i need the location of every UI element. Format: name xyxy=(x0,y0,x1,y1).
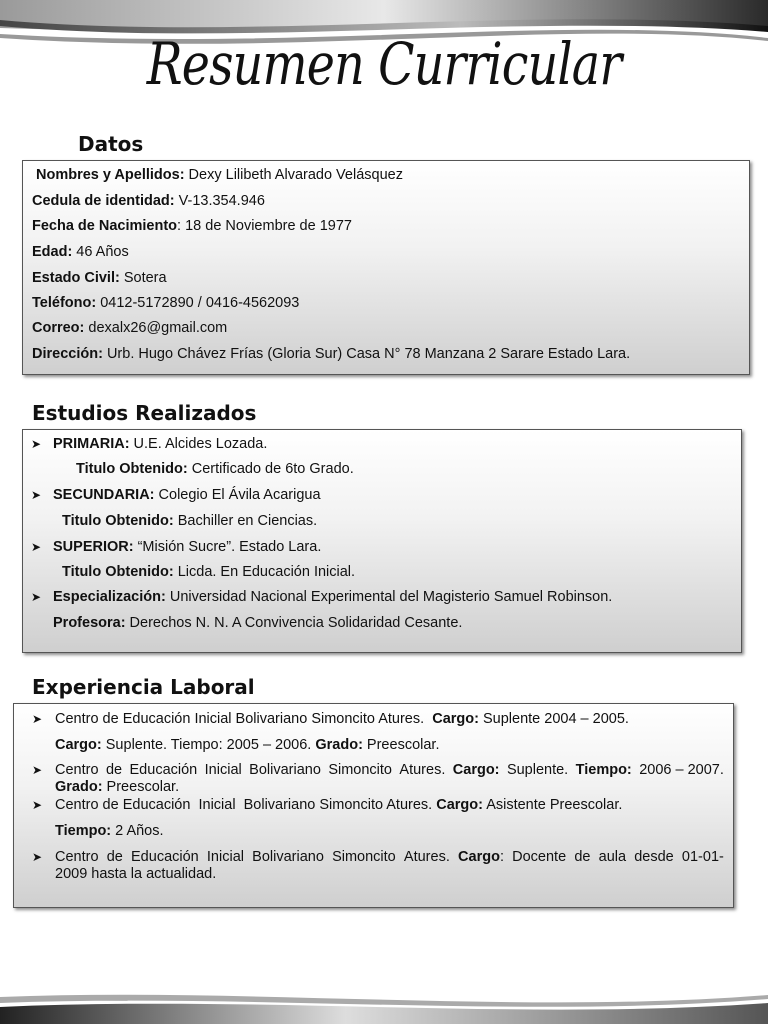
exp-item-2: Centro de Educación Inicial Bolivariano Simoncito Atures. Cargo: Suplente. Tiempo: 2006 – 2007. xyxy=(55,762,724,778)
personal-row-address: Dirección: Urb. Hugo Chávez Frías (Gloria Sur) Casa N° 78 Manzana 2 Sarare Estado Lara. xyxy=(32,346,631,362)
study-superior: SUPERIOR: “Misión Sucre”. Estado Lara. xyxy=(53,539,322,555)
section-title-studies: Estudios Realizados xyxy=(32,401,257,425)
personal-row-name: Nombres y Apellidos: Dexy Lilibeth Alvarado Velásquez xyxy=(36,167,403,183)
personal-row-age: Edad: 46 Años xyxy=(32,244,129,260)
exp-item-1: Centro de Educación Inicial Bolivariano Simoncito Atures. Cargo: Suplente 2004 – 2005. xyxy=(55,711,629,727)
exp-item-3-tiempo: Tiempo: 2 Años. xyxy=(55,823,164,839)
study-secundaria: SECUNDARIA: Colegio El Ávila Acarigua xyxy=(53,487,321,503)
study-especializacion: Especialización: Universidad Nacional Experimental del Magisterio Samuel Robinson. xyxy=(53,589,613,605)
footer-swoosh xyxy=(0,985,768,1024)
personal-row-id: Cedula de identidad: V-13.354.946 xyxy=(32,193,265,209)
personal-row-birth: Fecha de Nacimiento: 18 de Noviembre de 1977 xyxy=(32,218,352,234)
study-primaria: PRIMARIA: U.E. Alcides Lozada. xyxy=(53,436,268,452)
personal-row-email: Correo: dexalx26@gmail.com xyxy=(32,320,228,336)
study-superior-title: Titulo Obtenido: Licda. En Educación Inicial. xyxy=(62,564,356,580)
arrow-bullet-icon: ➤ xyxy=(32,712,43,726)
arrow-bullet-icon: ➤ xyxy=(31,488,42,502)
arrow-bullet-icon: ➤ xyxy=(32,763,43,777)
study-profesora: Profesora: Derechos N. N. A Convivencia Solidaridad Cesante. xyxy=(53,615,463,631)
section-title-personal: Datos xyxy=(78,133,144,155)
page-title: Resumen Curricular xyxy=(146,30,622,98)
study-secundaria-title: Titulo Obtenido: Bachiller en Ciencias. xyxy=(62,513,318,529)
exp-item-2-grado: Grado: Preescolar. xyxy=(55,779,180,795)
exp-item-1-detail: Cargo: Suplente. Tiempo: 2005 – 2006. Grado: Preescolar. xyxy=(55,737,440,753)
arrow-bullet-icon: ➤ xyxy=(31,590,42,604)
section-title-experience: Experiencia Laboral xyxy=(32,675,255,699)
personal-data-box xyxy=(22,160,750,375)
study-primaria-title: Titulo Obtenido: Certificado de 6to Grado. xyxy=(76,461,354,477)
exp-item-3: Centro de Educación Inicial Bolivariano Simoncito Atures. Cargo: Asistente Preescolar. xyxy=(55,797,623,813)
experience-box xyxy=(13,703,734,908)
arrow-bullet-icon: ➤ xyxy=(32,798,43,812)
personal-row-civil: Estado Civil: Sotera xyxy=(32,270,167,286)
exp-item-4-line2: 2009 hasta la actualidad. xyxy=(55,866,217,882)
personal-row-phone: Teléfono: 0412-5172890 / 0416-4562093 xyxy=(32,295,300,311)
arrow-bullet-icon: ➤ xyxy=(32,850,43,864)
studies-box xyxy=(22,429,742,653)
exp-item-4: Centro de Educación Inicial Bolivariano Simoncito Atures. Cargo: Docente de aula desde 01-01- xyxy=(55,849,724,865)
arrow-bullet-icon: ➤ xyxy=(31,437,42,451)
arrow-bullet-icon: ➤ xyxy=(31,540,42,554)
